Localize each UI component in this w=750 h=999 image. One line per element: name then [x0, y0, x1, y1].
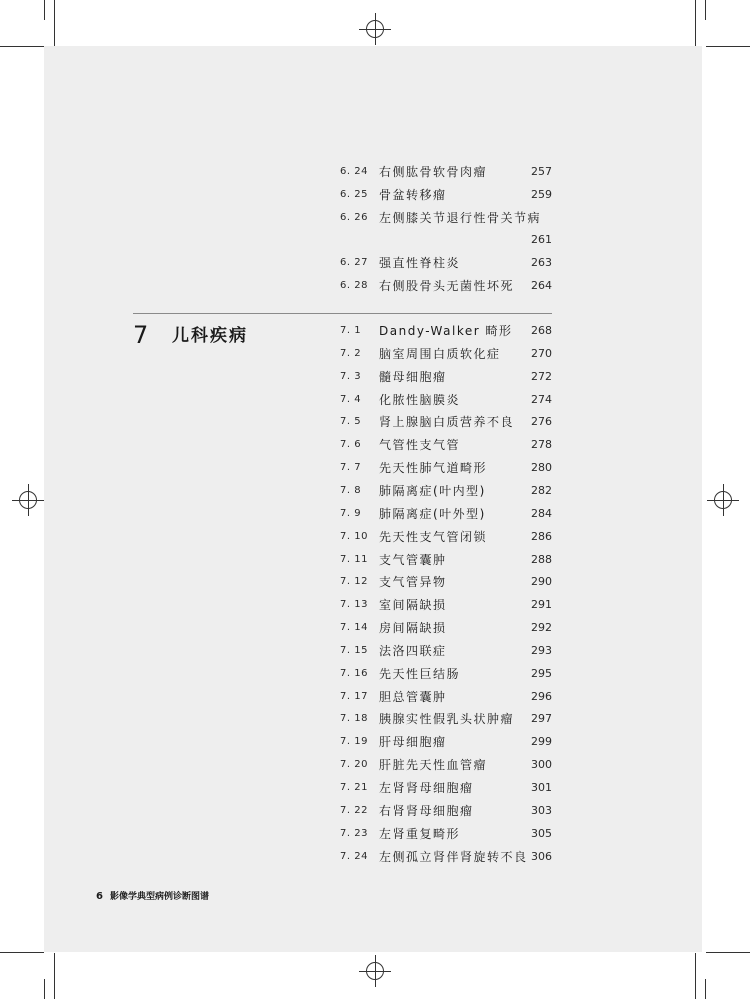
page-number: 6 — [96, 891, 103, 902]
registration-target-icon — [19, 491, 37, 509]
entry-page: 303 — [531, 804, 552, 817]
entry-number: 7. 15 — [340, 645, 368, 656]
registration-target-icon — [366, 962, 384, 980]
entry-number: 7. 17 — [340, 691, 368, 702]
entry-title: 支气管囊肿 — [379, 553, 447, 567]
toc-entry[interactable] — [340, 162, 552, 182]
entry-page: 272 — [531, 370, 552, 383]
toc-entry[interactable] — [340, 321, 552, 341]
entry-number: 6. 28 — [340, 280, 368, 291]
entry-number: 7. 20 — [340, 759, 368, 770]
entry-title: 右肾肾母细胞瘤 — [379, 804, 474, 818]
entry-title: 左侧孤立肾伴肾旋转不良 — [379, 850, 528, 864]
toc-entry[interactable] — [340, 504, 552, 524]
entry-title: 肝母细胞瘤 — [379, 735, 447, 749]
crop-mark — [0, 46, 44, 47]
toc-entry[interactable] — [340, 595, 552, 615]
entry-page: 291 — [531, 598, 552, 611]
toc-entry[interactable] — [340, 276, 552, 296]
toc-entry[interactable] — [340, 367, 552, 387]
entry-title: 右侧肱骨软骨肉瘤 — [379, 165, 488, 179]
entry-page: 297 — [531, 712, 552, 725]
running-footer-title: 影像学典型病例诊断图谱 — [110, 892, 210, 902]
entry-title: 左肾重复畸形 — [379, 827, 461, 841]
entry-number: 7. 12 — [340, 576, 368, 587]
entry-number: 7. 9 — [340, 508, 362, 519]
entry-number: 6. 25 — [340, 189, 368, 200]
entry-number: 7. 1 — [340, 325, 362, 336]
crop-mark — [0, 952, 44, 953]
chapter-number: 7 — [133, 321, 149, 349]
entry-title: 胰腺实性假乳头状肿瘤 — [379, 712, 515, 726]
entry-number: 6. 27 — [340, 257, 368, 268]
entry-page: 300 — [531, 758, 552, 771]
toc-entry[interactable] — [340, 824, 552, 844]
entry-page: 261 — [531, 233, 552, 246]
toc-entry[interactable] — [340, 185, 552, 205]
toc-entry[interactable] — [340, 412, 552, 432]
toc-entry[interactable] — [340, 687, 552, 707]
crop-mark — [44, 979, 45, 999]
entry-number: 7. 16 — [340, 668, 368, 679]
crop-mark — [705, 0, 706, 20]
entry-number: 7. 23 — [340, 828, 368, 839]
chapter-title: 儿科疾病 — [172, 326, 248, 346]
toc-entry[interactable] — [340, 572, 552, 592]
entry-page: 292 — [531, 621, 552, 634]
entry-page: 282 — [531, 484, 552, 497]
entry-page: 263 — [531, 256, 552, 269]
entry-page: 278 — [531, 438, 552, 451]
entry-number: 7. 7 — [340, 462, 362, 473]
entry-number: 7. 10 — [340, 531, 368, 542]
crop-mark — [705, 979, 706, 999]
toc-entry[interactable] — [340, 458, 552, 478]
toc-entry[interactable] — [340, 481, 552, 501]
entry-number: 7. 5 — [340, 416, 362, 427]
entry-page: 270 — [531, 347, 552, 360]
entry-number: 7. 4 — [340, 394, 362, 405]
entry-page: 295 — [531, 667, 552, 680]
entry-page: 299 — [531, 735, 552, 748]
toc-entry[interactable] — [340, 664, 552, 684]
toc-entry[interactable] — [340, 778, 552, 798]
crop-mark — [54, 953, 55, 999]
entry-page: 286 — [531, 530, 552, 543]
entry-page: 293 — [531, 644, 552, 657]
crop-mark — [695, 0, 696, 46]
entry-page: 284 — [531, 507, 552, 520]
entry-title: 脑室周围白质软化症 — [379, 347, 501, 361]
entry-page: 288 — [531, 553, 552, 566]
toc-entry[interactable] — [340, 550, 552, 570]
toc-entry[interactable] — [340, 709, 552, 729]
crop-mark — [695, 953, 696, 999]
entry-title: 肺隔离症(叶内型) — [379, 484, 486, 498]
entry-number: 7. 6 — [340, 439, 362, 450]
entry-title: 骨盆转移瘤 — [379, 188, 447, 202]
entry-number: 7. 22 — [340, 805, 368, 816]
toc-entry[interactable] — [340, 641, 552, 661]
crop-mark — [706, 46, 750, 47]
toc-entry[interactable] — [340, 732, 552, 752]
entry-title: Dandy-Walker 畸形 — [379, 324, 513, 338]
entry-title: 髓母细胞瘤 — [379, 370, 447, 384]
entry-title: 法洛四联症 — [379, 644, 447, 658]
entry-page: 276 — [531, 415, 552, 428]
entry-title: 强直性脊柱炎 — [379, 256, 461, 270]
toc-entry[interactable] — [340, 801, 552, 821]
entry-number: 6. 24 — [340, 166, 368, 177]
entry-page: 274 — [531, 393, 552, 406]
entry-title: 肺隔离症(叶外型) — [379, 507, 486, 521]
registration-target-icon — [714, 491, 732, 509]
entry-page: 257 — [531, 165, 552, 178]
entry-number: 7. 11 — [340, 554, 368, 565]
entry-page: 290 — [531, 575, 552, 588]
entry-title: 先天性肺气道畸形 — [379, 461, 488, 475]
entry-title: 房间隔缺损 — [379, 621, 447, 635]
entry-page: 264 — [531, 279, 552, 292]
crop-mark — [44, 0, 45, 20]
entry-number: 7. 2 — [340, 348, 362, 359]
entry-title: 右侧股骨头无菌性坏死 — [379, 279, 515, 293]
entry-page: 280 — [531, 461, 552, 474]
entry-title: 肾上腺脑白质营养不良 — [379, 415, 515, 429]
entry-number: 7. 8 — [340, 485, 362, 496]
entry-number: 7. 19 — [340, 736, 368, 747]
entry-number: 7. 24 — [340, 851, 368, 862]
entry-title: 气管性支气管 — [379, 438, 461, 452]
entry-title: 胆总管囊肿 — [379, 690, 447, 704]
entry-number: 6. 26 — [340, 212, 368, 223]
toc-entry[interactable] — [340, 344, 552, 364]
entry-title: 先天性支气管闭锁 — [379, 530, 488, 544]
entry-number: 7. 13 — [340, 599, 368, 610]
toc-entry[interactable] — [340, 755, 552, 775]
entry-page: 268 — [531, 324, 552, 337]
entry-title: 左肾肾母细胞瘤 — [379, 781, 474, 795]
entry-page: 305 — [531, 827, 552, 840]
registration-target-icon — [366, 20, 384, 38]
toc-entry[interactable] — [340, 527, 552, 547]
entry-page: 306 — [531, 850, 552, 863]
entry-title: 支气管异物 — [379, 575, 447, 589]
toc-entry[interactable] — [340, 208, 552, 228]
entry-title: 左侧膝关节退行性骨关节病 — [379, 211, 542, 225]
entry-number: 7. 18 — [340, 713, 368, 724]
toc-entry[interactable] — [340, 253, 552, 273]
toc-entry[interactable] — [340, 847, 552, 867]
entry-title: 化脓性脑膜炎 — [379, 393, 461, 407]
entry-title: 肝脏先天性血管瘤 — [379, 758, 488, 772]
entry-title: 先天性巨结肠 — [379, 667, 461, 681]
entry-page: 296 — [531, 690, 552, 703]
section-divider — [133, 313, 552, 314]
toc-entry[interactable] — [340, 618, 552, 638]
entry-page: 259 — [531, 188, 552, 201]
crop-mark — [706, 952, 750, 953]
toc-entry[interactable] — [340, 435, 552, 455]
entry-number: 7. 21 — [340, 782, 368, 793]
crop-mark — [54, 0, 55, 46]
entry-number: 7. 14 — [340, 622, 368, 633]
toc-entry[interactable] — [340, 390, 552, 410]
entry-title: 室间隔缺损 — [379, 598, 447, 612]
entry-number: 7. 3 — [340, 371, 362, 382]
entry-page: 301 — [531, 781, 552, 794]
